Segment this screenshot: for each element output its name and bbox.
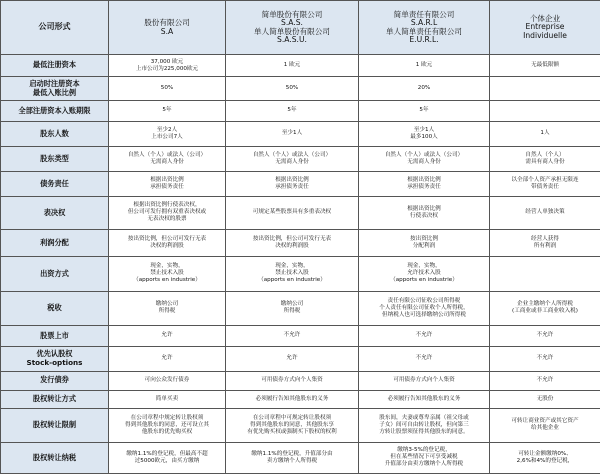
- table-cell: 可用债券方式向个人集资: [359, 371, 490, 390]
- table-row: [1, 409, 600, 442]
- row-label: 优先认股权 Stock-options: [1, 346, 109, 371]
- table-cell: 至少1人 最多100人: [359, 121, 490, 146]
- table-row: [1, 325, 600, 346]
- row-label: 表决权: [1, 196, 109, 229]
- table-cell: 不允许: [359, 346, 490, 371]
- table-cell: 可转让金额缴纳0%、 2,6%和4%的登记税，: [490, 442, 600, 473]
- header-col-sa: 股份有限公司 S.A: [109, 1, 226, 55]
- table-cell: 简单买卖: [109, 390, 226, 409]
- row-label: 股权转让纳税: [1, 442, 109, 473]
- row-label: 股权转让方式: [1, 390, 109, 409]
- table-cell: 自然人（个人）或法人（公司） 无需商人身份: [109, 146, 226, 171]
- table-cell: 5年: [359, 101, 490, 122]
- table-row: [1, 146, 600, 171]
- table-cell: [490, 77, 600, 101]
- table-cell: 50%: [226, 77, 359, 101]
- table-row: [1, 77, 600, 101]
- table-cell: 至少2人 上市公司7人: [109, 121, 226, 146]
- table-cell: 根据出资比例 承担债务责任: [226, 171, 359, 196]
- table-row: [1, 101, 600, 122]
- table-cell: 允许: [109, 346, 226, 371]
- table-cell: [490, 101, 600, 122]
- table-cell: 根据出资比例行使表决权， 但公司可发行拥有双重表决权或 无表决权的股票: [109, 196, 226, 229]
- table-cell: 无最低限额: [490, 55, 600, 77]
- table-cell: 按出资比例 分配利润: [359, 230, 490, 257]
- table-cell: 根据出资比例 承担债务责任: [359, 171, 490, 196]
- table-cell: 现金，实物， 允许技术入股 （apports en industrie）: [359, 257, 490, 291]
- row-label: 全部注册资本入账期限: [1, 101, 109, 122]
- table-cell: 不允许: [226, 325, 359, 346]
- table-cell: 50%: [109, 77, 226, 101]
- table-cell: [490, 257, 600, 291]
- row-label: 出资方式: [1, 257, 109, 291]
- row-label: 股票上市: [1, 325, 109, 346]
- table-cell: 按出资比例，但公司可发行无表 决权的利润股: [109, 230, 226, 257]
- table-cell: 5年: [109, 101, 226, 122]
- table-row: [1, 291, 600, 325]
- table-cell: 在公司章程中规定转让股权须 得到其他股东的同意，还可设立其 他股东的优先购买权: [109, 409, 226, 442]
- row-label: 最低注册资本: [1, 55, 109, 77]
- table-cell: 缴纳3-5%的登记税， 但在某些情况下可享受减税 升值部分由卖方缴纳个人所得税: [359, 442, 490, 473]
- table-cell: 现金，实物， 禁止技术入股 （apports en industrie）: [226, 257, 359, 291]
- table-row: [1, 121, 600, 146]
- row-label: 税收: [1, 291, 109, 325]
- table-cell: 5年: [226, 101, 359, 122]
- table-cell: 不允许: [359, 325, 490, 346]
- table-row: [1, 171, 600, 196]
- row-label: 发行债券: [1, 371, 109, 390]
- table-cell: 1 欧元: [359, 55, 490, 77]
- row-label: 启动时注册资本 最低入账比例: [1, 77, 109, 101]
- table-cell: 在公司章程中可规定转让股权须 得到其他股东的同意，其他股东享 有优先购买权或强制买下股权的权利: [226, 409, 359, 442]
- table-cell: 股东间，夫妻或尊卑亲属（祖父母或 子女）间可自由转让股权，但向第三 方转让股票须征得其他股东的同意。: [359, 409, 490, 442]
- table-row: [1, 371, 600, 390]
- table-cell: 经营人获得 所有利润: [490, 230, 600, 257]
- table-cell: 缴纳1.1%的登记税，升值部分由 卖方缴纳个人所得税: [226, 442, 359, 473]
- table-cell: 必须履行告知其他股东的义务: [226, 390, 359, 409]
- header-col-ei: 个体企业 Entreprise Individuelle: [490, 1, 600, 55]
- table-cell: 自然人（个人）或法人（公司） 无需商人身份: [359, 146, 490, 171]
- table-cell: 自然人（个人） 需具有商人身份: [490, 146, 600, 171]
- row-label: 债务责任: [1, 171, 109, 196]
- table-cell: 可转让商业资产或其它资产 给其他企业: [490, 409, 600, 442]
- table-row: [1, 257, 600, 291]
- table-cell: 按出资比例，但公司可发行无表 决权的利润股: [226, 230, 359, 257]
- row-label: 利润分配: [1, 230, 109, 257]
- table-row: [1, 442, 600, 473]
- table-cell: 企业主缴纳个人所得税 (工商业或非工商业收入税): [490, 291, 600, 325]
- table-row: [1, 196, 600, 229]
- table-cell: 至少1人: [226, 121, 359, 146]
- table-cell: 必须履行告知其他股东的义务: [359, 390, 490, 409]
- table-cell: 可用债券方式向个人集资: [226, 371, 359, 390]
- table-row: [1, 390, 600, 409]
- header-label: 公司形式: [1, 1, 109, 55]
- table-cell: 1 欧元: [226, 55, 359, 77]
- table-cell: 缴纳公司 所得税: [109, 291, 226, 325]
- table-cell: 1人: [490, 121, 600, 146]
- table-cell: 20%: [359, 77, 490, 101]
- header-row: [1, 1, 600, 55]
- header-col-sas: 简单股份有限公司 S.A.S. 单人简单股份有限公司 S.A.S.U.: [226, 1, 359, 55]
- table-row: [1, 230, 600, 257]
- table-cell: 根据出资比例 行使表决权: [359, 196, 490, 229]
- table-cell: 可规定某些股票具有多重表决权: [226, 196, 359, 229]
- table-cell: 责任有限公司征收公司所得税 个人责任有限公司征收个人所得税， 但纳税人也可选择缴纳公司所得税: [359, 291, 490, 325]
- table-cell: 经营人单独决策: [490, 196, 600, 229]
- table-cell: 无股份: [490, 390, 600, 409]
- row-label: 股权转让限制: [1, 409, 109, 442]
- table-cell: 现金，实物， 禁止技术入股 （apports en industrie）: [109, 257, 226, 291]
- table-cell: 允许: [109, 325, 226, 346]
- table-cell: 37,000 欧元 上市公司为225,000欧元: [109, 55, 226, 77]
- header-col-sarl: 简单责任有限公司 S.A.R.L 单人简单责任有限公司 E.U.R.L.: [359, 1, 490, 55]
- table-cell: 允许: [226, 346, 359, 371]
- table-cell: 缴纳公司 所得税: [226, 291, 359, 325]
- row-label: 股东人数: [1, 121, 109, 146]
- table-cell: 不允许: [490, 371, 600, 390]
- table-cell: 以全部个人资产承担无限连 带债务责任: [490, 171, 600, 196]
- table-row: [1, 346, 600, 371]
- table-cell: 可向公众发行债券: [109, 371, 226, 390]
- table-cell: 不允许: [490, 325, 600, 346]
- row-label: 股东类型: [1, 146, 109, 171]
- table-cell: 根据出资比例 承担债务责任: [109, 171, 226, 196]
- table-row: [1, 55, 600, 77]
- table-cell: 缴纳1.1%的登记税，但最高不超 过5000欧元，由买方缴纳: [109, 442, 226, 473]
- table-cell: 自然人（个人）或法人（公司） 无需商人身份: [226, 146, 359, 171]
- table-cell: 不允许: [490, 346, 600, 371]
